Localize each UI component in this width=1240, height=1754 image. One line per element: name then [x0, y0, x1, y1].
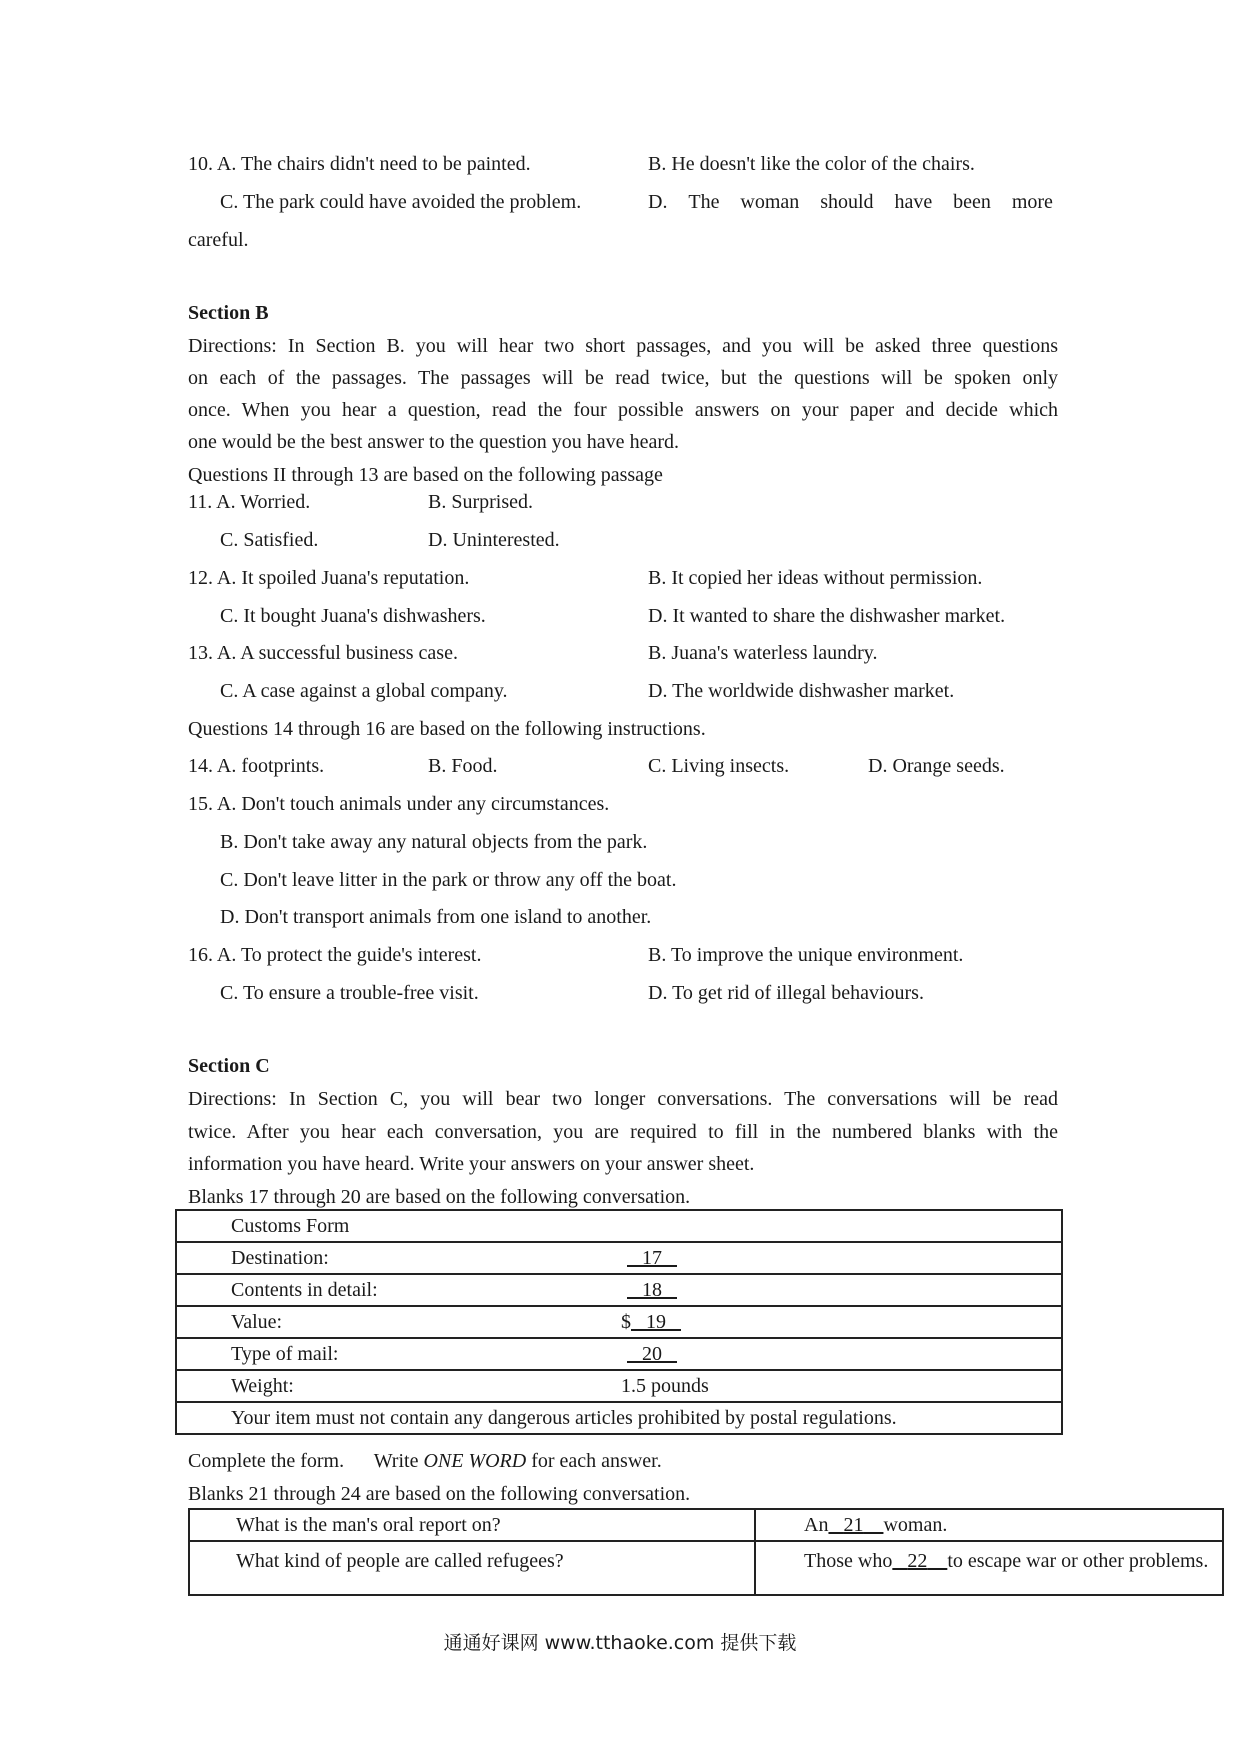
form-blank-18: [627, 1279, 677, 1301]
q10-d-word: more: [1011, 191, 1053, 213]
section-b-directions-line: one would be the best answer to the question you have heard.: [188, 431, 679, 453]
form-blank-19-number: 19: [646, 1310, 666, 1333]
one-word-emphasis: ONE WORD: [423, 1450, 527, 1472]
q12-option-b: B. It copied her ideas without permission.: [648, 567, 983, 589]
report-blank-21-number: 21: [843, 1513, 864, 1536]
customs-form-row: [176, 1338, 1062, 1370]
form-label-destination: Destination:: [176, 1242, 621, 1274]
q10-d-word: D.: [648, 191, 668, 213]
q15-option-d: D. Don't transport animals from one island to another.: [220, 906, 652, 928]
customs-form-title-row: [176, 1210, 1062, 1242]
q10-d-word: have: [894, 191, 933, 213]
complete-form-instruction: [188, 1449, 662, 1473]
customs-form-title: Customs Form: [176, 1210, 1062, 1242]
form-label-value: Value:: [176, 1306, 621, 1338]
q13-option-c: C. A case against a global company.: [220, 680, 508, 702]
answer-2-suffix: to escape war or other problems.: [947, 1550, 1209, 1572]
form-blank-20-number: 20: [642, 1342, 662, 1365]
form-blank-20: [627, 1343, 677, 1365]
q10-option-d-continued: careful.: [188, 229, 249, 251]
section-c-directions-line: information you have heard. Write your answers on your answer sheet.: [188, 1153, 755, 1175]
customs-form-row: [176, 1306, 1062, 1338]
q16-option-b: B. To improve the unique environment.: [648, 944, 964, 966]
report-question-1: What is the man's oral report on?: [189, 1509, 755, 1541]
q12-option-d: D. It wanted to share the dishwasher market.: [648, 605, 1006, 627]
blanks-17-20-intro: Blanks 17 through 20 are based on the following conversation.: [188, 1186, 691, 1208]
q14-option-d: D. Orange seeds.: [868, 755, 1005, 777]
q16-option-c: C. To ensure a trouble-free visit.: [220, 982, 479, 1004]
q14-option-a: 14. A. footprints.: [188, 755, 325, 777]
form-value-prefix: $: [621, 1310, 631, 1333]
report-question-2: What kind of people are called refugees?: [189, 1541, 755, 1595]
q15-option-b: B. Don't take away any natural objects from the park.: [220, 831, 648, 853]
answer-1-prefix: An: [804, 1513, 829, 1536]
q10-option-a: 10. A. The chairs didn't need to be painted.: [188, 153, 531, 175]
questions-14-16-intro: Questions 14 through 16 are based on the following instructions.: [188, 718, 706, 740]
q11-option-d: D. Uninterested.: [428, 529, 560, 551]
form-blank-18-number: 18: [642, 1278, 662, 1301]
form-label-contents: Contents in detail:: [176, 1274, 621, 1306]
customs-form-row: [176, 1274, 1062, 1306]
q11-option-b: B. Surprised.: [428, 491, 533, 513]
blanks-21-24-intro: Blanks 21 through 24 are based on the following conversation.: [188, 1483, 691, 1505]
write-text: Write: [373, 1450, 419, 1472]
customs-form-note-row: [176, 1402, 1062, 1434]
customs-form-table: [175, 1209, 1063, 1435]
report-blank-21: [828, 1514, 883, 1536]
customs-form-row: [176, 1370, 1062, 1402]
report-blank-22-number: 22: [907, 1550, 928, 1572]
q10-d-word: The: [688, 191, 720, 213]
q10-option-b: B. He doesn't like the color of the chairs.: [648, 153, 975, 175]
form-blank-19: [631, 1311, 681, 1333]
q10-d-word: been: [953, 191, 991, 213]
report-row: [189, 1541, 1223, 1595]
section-c-directions-line: twice. After you hear each conversation, you are required to fill in the numbered blanks with the: [188, 1121, 1058, 1143]
section-b-heading: Section B: [188, 302, 269, 324]
q10-d-word: woman: [740, 191, 800, 213]
q12-option-c: C. It bought Juana's dishwashers.: [220, 605, 486, 627]
q13-option-b: B. Juana's waterless laundry.: [648, 642, 878, 664]
q14-option-c: C. Living insects.: [648, 755, 790, 777]
complete-form-text: Complete the form.: [188, 1450, 345, 1472]
report-row: [189, 1509, 1223, 1541]
q11-option-a: 11. A. Worried.: [188, 491, 311, 513]
q14-option-b: B. Food.: [428, 755, 498, 777]
report-answer-2: [755, 1541, 1223, 1595]
q13-option-d: D. The worldwide dishwasher market.: [648, 680, 955, 702]
answer-1-suffix: woman.: [883, 1513, 948, 1536]
refugee-report-table: [188, 1508, 1224, 1596]
q13-option-a: 13. A. A successful business case.: [188, 642, 458, 664]
section-b-directions-line: on each of the passages. The passages will be read twice, but the questions will be spoken only: [188, 367, 1058, 389]
questions-11-13-intro: Questions II through 13 are based on the following passage: [188, 464, 663, 486]
answer-2-prefix: Those who: [804, 1550, 893, 1572]
q15-option-a: 15. A. Don't touch animals under any circumstances.: [188, 793, 610, 815]
q16-option-d: D. To get rid of illegal behaviours.: [648, 982, 924, 1004]
report-blank-22: [892, 1550, 947, 1572]
section-c-heading: Section C: [188, 1055, 270, 1077]
q12-option-a: 12. A. It spoiled Juana's reputation.: [188, 567, 470, 589]
form-blank-17: [627, 1247, 677, 1269]
form-label-weight: Weight:: [176, 1370, 621, 1402]
page-footer: 通通好课网 www.tthaoke.com 提供下载: [443, 1632, 797, 1654]
customs-form-row: [176, 1242, 1062, 1274]
section-b-directions-line: once. When you hear a question, read the four possible answers on your paper and decide which: [188, 399, 1058, 421]
q10-option-c: C. The park could have avoided the problem.: [220, 191, 582, 213]
form-label-mail-type: Type of mail:: [176, 1338, 621, 1370]
form-weight-value: 1.5 pounds: [621, 1370, 1062, 1402]
q15-option-c: C. Don't leave litter in the park or throw any off the boat.: [220, 869, 677, 891]
customs-form-note: Your item must not contain any dangerous articles prohibited by postal regulations.: [176, 1402, 1062, 1434]
section-c-directions-line: Directions: In Section C, you will bear two longer conversations. The conversations will be read: [188, 1088, 1058, 1110]
section-b-directions-line: Directions: In Section B. you will hear two short passages, and you will be asked three questions: [188, 335, 1058, 357]
for-each-answer-text: for each answer.: [531, 1450, 662, 1472]
q16-option-a: 16. A. To protect the guide's interest.: [188, 944, 482, 966]
q11-option-c: C. Satisfied.: [220, 529, 319, 551]
q10-d-word: should: [820, 191, 874, 213]
form-blank-17-number: 17: [642, 1246, 662, 1269]
q10-option-d: [648, 190, 1053, 214]
report-answer-1: [755, 1509, 1223, 1541]
